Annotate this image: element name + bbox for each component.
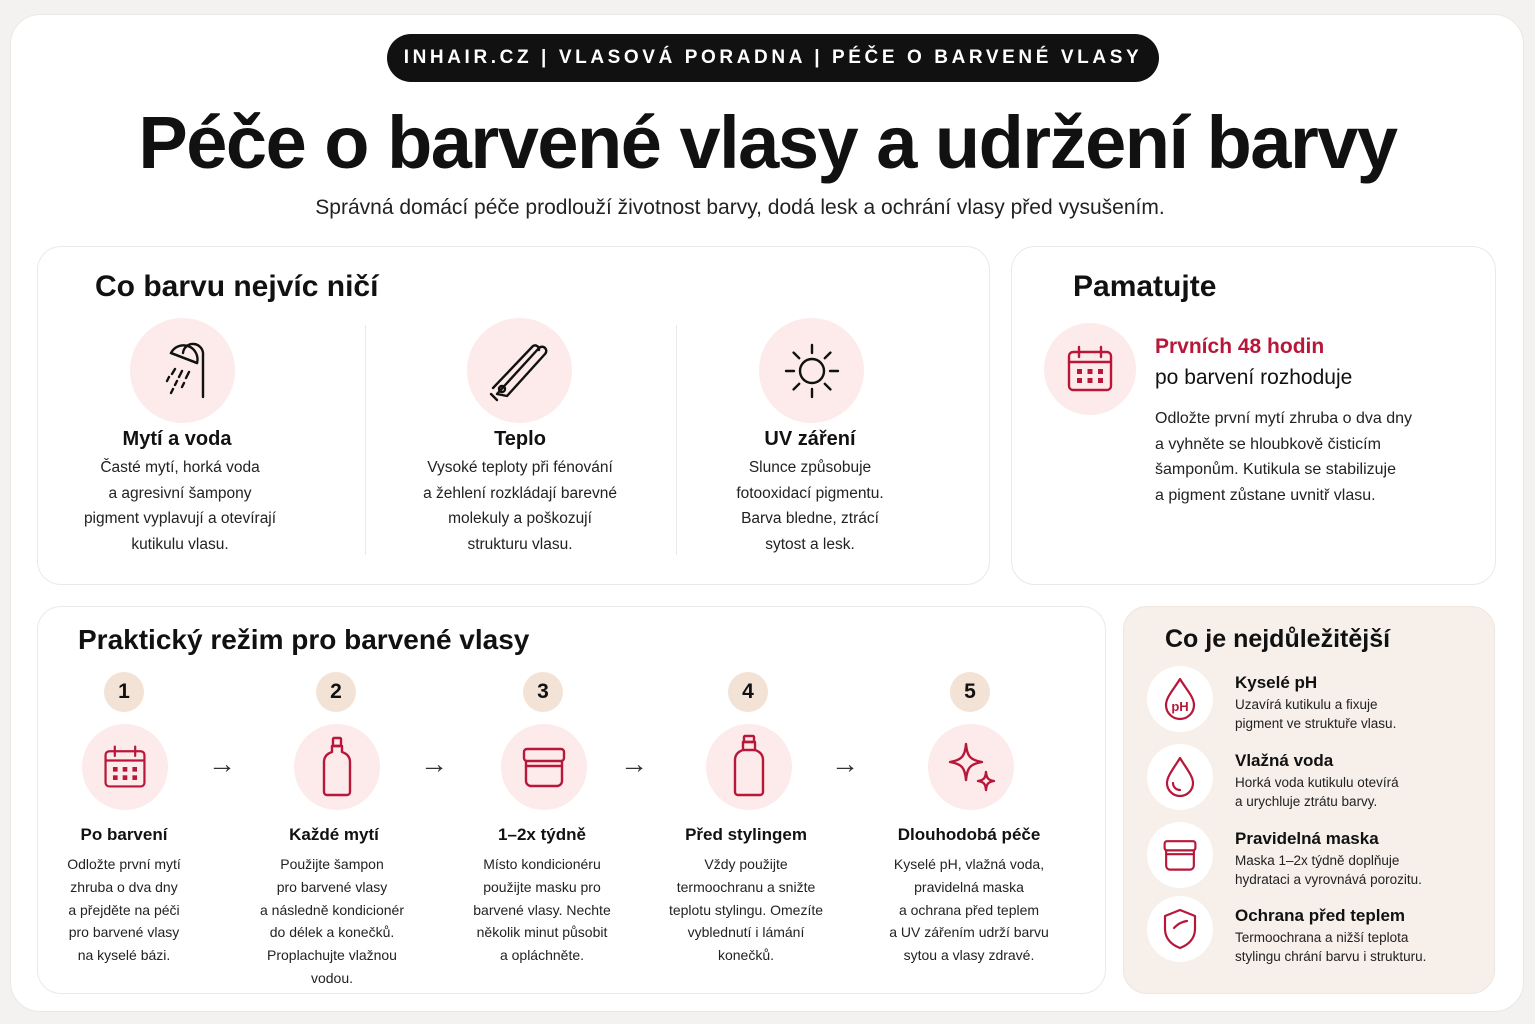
damage-item-title: UV záření (764, 428, 856, 450)
sparkle-icon (928, 724, 1014, 810)
sun-icon (759, 318, 864, 423)
step-number: 2 (316, 672, 356, 712)
remember-text: Odložte první mytí zhruba o dva dny a vyhněte se hloubkově čisticím šamponům. Kutikula se stabilizuje a pigment zůstane uvnitř vlasu. (1155, 410, 1413, 504)
step-title: 1–2x týdně (498, 825, 586, 844)
step-title: Každé mytí (289, 825, 379, 844)
important-item-title: Vlažná voda (1235, 751, 1334, 770)
important-item-text: Maska 1–2x týdně doplňuje hydrataci a vyrovnává porozitu. (1235, 853, 1422, 887)
step-text: Použijte šampon pro barvené vlasy a následně kondicionér do délek a konečků. Proplachujte vlažnou vodou. (260, 856, 404, 986)
damage-item-text: Vysoké teploty při fénování a žehlení rozkládají barevné molekuly a poškozují strukturu vlasu. (423, 459, 617, 553)
step-text: Místo kondicionéru použijte masku pro barvené vlasy. Nechte několik minut působit a opláchněte. (473, 856, 611, 964)
step-title: Dlouhodobá péče (897, 825, 1041, 844)
step-number: 1 (104, 672, 144, 712)
step-text: Vždy použijte termoochranu a snižte teplotu stylingu. Omezíte vyblednutí i lámání konečků. (668, 856, 824, 964)
damage-item-text: Časté mytí, horká voda a agresivní šampony pigment vyplavují a otevírají kutikulu vlasu. (83, 459, 277, 553)
step-text: Odložte první mytí zhruba o dva dny a přejděte na péči pro barvené vlasy na kyselé bázi. (67, 856, 181, 964)
remember-card-title: Pamatujte (1073, 270, 1217, 303)
arrow-right-icon: → (208, 748, 236, 779)
important-card-title: Co je nejdůležitější (1165, 625, 1391, 653)
damage-item-title: Teplo (494, 428, 546, 450)
shield-icon (1147, 896, 1213, 962)
header-badge: INHAIR.CZ | VLASOVÁ PORADNA | PÉČE O BARVENÉ VLASY (387, 34, 1159, 82)
arrow-right-icon: → (620, 748, 648, 779)
spray-bottle-icon (706, 724, 792, 810)
damage-item-text: Slunce způsobuje fotooxidací pigmentu. Barva bledne, ztrácí sytost a lesk. (736, 459, 884, 553)
important-item-title: Kyselé pH (1235, 673, 1318, 692)
jar-icon (501, 724, 587, 810)
step-title: Před stylingem (685, 825, 807, 844)
important-item-title: Ochrana před teplem (1235, 906, 1406, 925)
step-number: 4 (728, 672, 768, 712)
step-text: Kyselé pH, vlažná voda, pravidelná maska a ochrana před teplem a UV zářením udrží barvu sytou a vlasy zdravé. (889, 856, 1049, 964)
step-number: 5 (950, 672, 990, 712)
step-number: 3 (523, 672, 563, 712)
water-drop-icon (1147, 744, 1213, 810)
step-title: Po barvení (80, 825, 168, 844)
bottle-icon (294, 724, 380, 810)
page-title: Péče o barvené vlasy a udržení barvy (138, 101, 1397, 184)
regime-card-title: Praktický režim pro barvené vlasy (78, 624, 530, 655)
damage-card-title: Co barvu nejvíc ničí (95, 270, 379, 303)
arrow-right-icon: → (831, 748, 859, 779)
remember-highlight: Prvních 48 hodin (1155, 335, 1325, 358)
damage-item-title: Mytí a voda (122, 428, 232, 450)
arrow-right-icon: → (420, 748, 448, 779)
hair-straightener-icon (467, 318, 572, 423)
ph-drop-icon (1147, 666, 1213, 732)
jar-icon (1147, 822, 1213, 888)
shower-icon (130, 318, 235, 423)
svg-text:pH: pH (1171, 699, 1189, 714)
remember-subhead: po barvení rozhoduje (1155, 366, 1353, 389)
important-item-text: Horká voda kutikulu otevírá a urychluje ztrátu barvy. (1235, 775, 1399, 809)
divider (676, 325, 677, 555)
calendar-icon (82, 724, 168, 810)
important-item-text: Uzavírá kutikulu a fixuje pigment ve struktuře vlasu. (1235, 697, 1397, 731)
calendar-icon (1044, 323, 1136, 415)
important-item-text: Termoochrana a nižší teplota stylingu chrání barvu i strukturu. (1235, 930, 1427, 964)
divider (365, 325, 366, 555)
important-item-title: Pravidelná maska (1235, 829, 1379, 848)
page-subtitle: Správná domácí péče prodlouží životnost barvy, dodá lesk a ochrání vlasy před vysušením. (315, 196, 1165, 219)
